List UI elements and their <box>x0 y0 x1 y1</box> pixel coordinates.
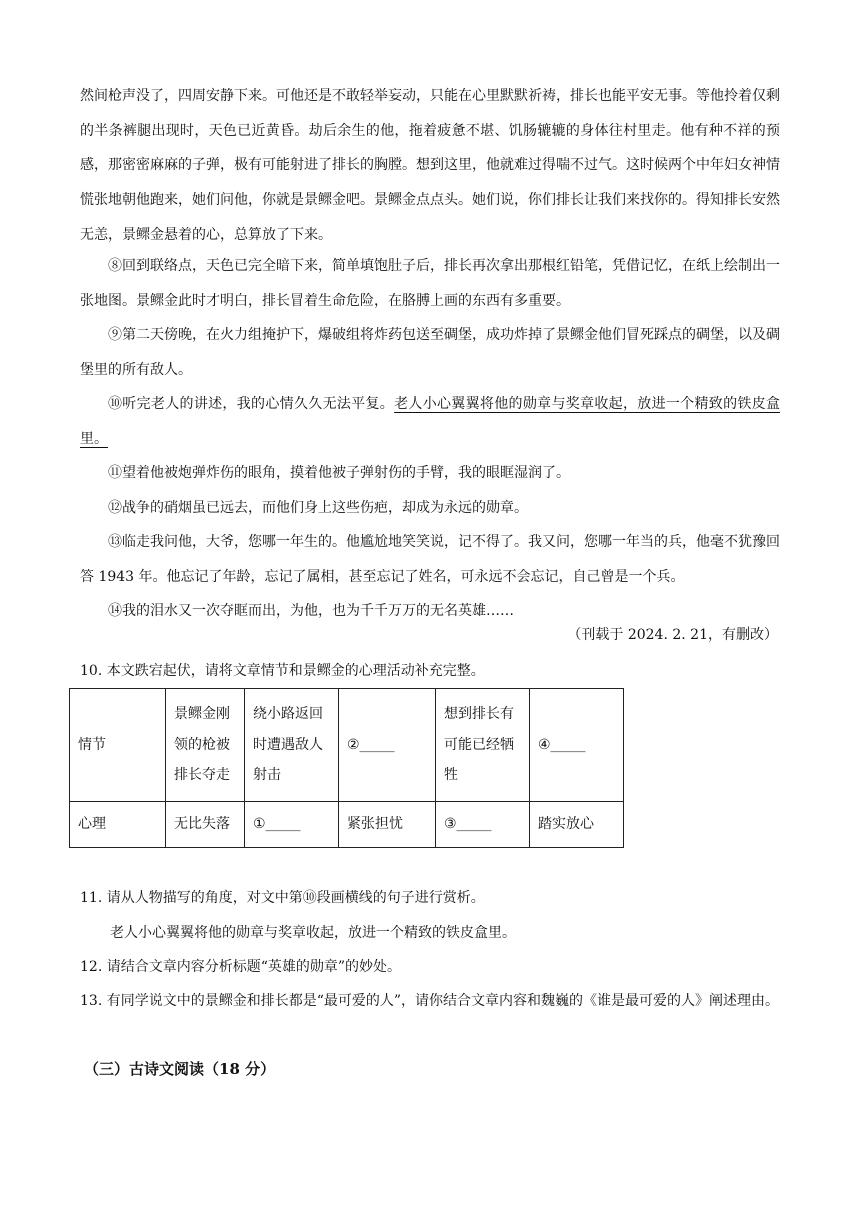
table-cell: 心理 <box>70 802 166 848</box>
paragraph-continued: 然间枪声没了，四周安静下来。可他还是不敢轻举妄动，只能在心里默默祈祷，排长也能平安无事。等他拎着仅剩的半条裤腿出现时，天色已近黄昏。劫后余生的他，拖着疲惫不堪、饥肠辘辘的身体往村里走。他有种不祥的预感，那密密麻麻的子弹，极有可能射进了排长的胸膛。想到这里，他就难过得喘不过气。这时候两个中年妇女神情慌张地朝他跑来，她们问他，你就是景鳏金吧。景鳏金点点头。她们说，你们排长让我们来找你的。得知排长安然无恙，景鳏金悬着的心，总算放了下来。 <box>80 88 780 243</box>
plot-psychology-table <box>69 688 624 848</box>
table-cell-blank: ④_____ <box>530 689 624 802</box>
table-row-plot <box>70 689 624 802</box>
table-cell-blank: ②_____ <box>339 689 436 802</box>
question-11-quote: 老人小心翼翼将他的勋章与奖章收起，放进一个精致的铁皮盒里。 <box>110 925 516 941</box>
paragraph-10 <box>80 387 780 456</box>
paragraph-14: ⑭我的泪水又一次夺眶而出，为他，也为千千万万的无名英雄…… <box>108 603 514 619</box>
paragraph-9: ⑨第二天傍晚，在火力组掩护下，爆破组将炸药包送至碉堡，成功炸掉了景鳏金他们冒死踩点的碉堡，以及碉堡里的所有敌人。 <box>80 327 780 378</box>
table-cell: 紧张担忧 <box>339 802 436 848</box>
table-cell-blank: ①_____ <box>245 802 339 848</box>
question-10: 10. 本文跌宕起伏，请将文章情节和景鳏金的心理活动补充完整。 <box>80 663 485 679</box>
table-cell-blank: ③_____ <box>436 802 530 848</box>
question-13: 13. 有同学说文中的景鳏金和排长都是“最可爱的人”，请你结合文章内容和魏巍的《谁是最可爱的人》阐述理由。 <box>80 993 780 1009</box>
paragraph-11: ⑪望着他被炮弹炸伤的眼角，摸着他被子弹射伤的手臂，我的眼眶湿润了。 <box>108 465 570 481</box>
table-cell: 踏实放心 <box>530 802 624 848</box>
table-cell: 想到排长有可能已经牺牲 <box>436 689 530 802</box>
paragraph-12: ⑫战争的硝烟虽已远去，而他们身上这些伤疤，却成为永远的勋章。 <box>108 500 528 516</box>
question-12: 12. 请结合文章内容分析标题“英雄的勋章”的妙处。 <box>80 959 402 975</box>
table-row-psychology <box>70 802 624 848</box>
section-heading: （三）古诗文阅读（18 分） <box>84 1060 276 1078</box>
paragraph-10-lead: ⑩听完老人的讲述，我的心情久久无法平复。 <box>108 396 395 412</box>
table-cell: 绕小路返回时遭遇敌人射击 <box>245 689 339 802</box>
table-cell: 景鳏金刚领的枪被排长夺走 <box>166 689 245 802</box>
table-cell: 无比失落 <box>166 802 245 848</box>
table-cell: 情节 <box>70 689 166 802</box>
underlined-sentence: 老人小心翼翼将他的勋章与奖章收起，放进一个精致的铁皮盒里。 <box>80 396 781 447</box>
paragraph-13: ⑬临走我问他，大爷，您哪一年生的。他尴尬地笑笑说，记不得了。我又问，您哪一年当的兵，他毫不犹豫回答 1943 年。他忘记了年龄，忘记了属相，甚至忘记了姓名，可永远不会忘记，自己曾是一个兵。 <box>80 534 780 585</box>
source-note: （刊载于 2024. 2. 21，有删改） <box>567 627 778 643</box>
question-11: 11. 请从人物描写的角度，对文中第⑩段画横线的句子进行赏析。 <box>80 890 485 906</box>
paragraph-8: ⑧回到联络点，天色已完全暗下来，简单填饱肚子后，排长再次拿出那根红铅笔，凭借记忆，在纸上绘制出一张地图。景鳏金此时才明白，排长冒着生命危险，在胳膊上画的东西有多重要。 <box>80 258 780 309</box>
